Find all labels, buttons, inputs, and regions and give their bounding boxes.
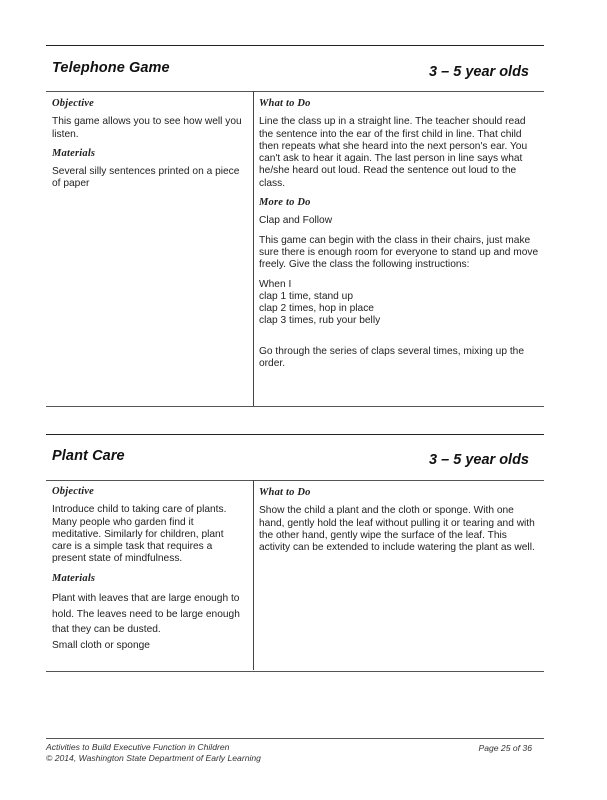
materials-line: Plant with leaves that are large enough to hold. The leaves need to be large enough that they can be dusted. [52, 593, 240, 636]
instruction-line: clap 2 times, hop in place [259, 303, 374, 315]
what-to-do-heading: What to Do [259, 487, 311, 498]
page-number: Page 25 of 36 [478, 743, 532, 753]
section-bottom-rule [46, 406, 544, 407]
footer-rule [46, 738, 544, 739]
objective-heading: Objective [52, 98, 95, 109]
right-column [259, 98, 539, 377]
what-to-do-text: Show the child a plant and the cloth or sponge. With one hand, gently hold the leaf without pulling it or tearing and with the other hand, gently wipe the surface of the leaf. This activity can be extended to include watering the plant as well. [259, 505, 535, 554]
header-divider [46, 480, 544, 481]
section-top-rule [46, 45, 544, 46]
left-column [52, 486, 244, 660]
column-divider [253, 480, 254, 670]
what-to-do-heading: What to Do [259, 98, 311, 109]
more-to-do-title: Clap and Follow [259, 215, 333, 227]
age-range: 3 – 5 year olds [429, 64, 529, 80]
materials-heading: Materials [52, 572, 96, 584]
instruction-line: clap 1 time, stand up [259, 290, 354, 302]
closing-text: Go through the series of claps several times, mixing up the order. [259, 345, 525, 370]
left-column [52, 98, 244, 198]
section-bottom-rule [46, 671, 544, 672]
activity-title: Plant Care [52, 448, 125, 464]
materials-text: Several silly sentences printed on a piece of paper [52, 166, 240, 190]
more-to-do-text: This game can begin with the class in their chairs, just make sure there is enough room for everyone to stand up and move freely. Give the class the following instructions: [259, 234, 539, 271]
column-divider [253, 91, 254, 406]
objective-text: Introduce child to taking care of plants. Many people who garden find it meditative. Similarly for children, plant care is a simple task that requires a present state of mindfulness. [52, 504, 227, 565]
footer-source: Activities to Build Executive Function in Children [46, 742, 230, 752]
footer-copyright: © 2014, Washington State Department of Early Learning [46, 753, 261, 763]
activity-title: Telephone Game [52, 60, 170, 76]
instruction-line: clap 3 times, rub your belly [259, 315, 381, 327]
header-divider [46, 91, 544, 92]
materials-heading: Materials [52, 147, 96, 159]
objective-heading: Objective [52, 486, 95, 497]
right-column [259, 487, 537, 561]
what-to-do-text: Line the class up in a straight line. The teacher should read the sentence into the ear of the first child in line. That child then repeats what she heard into the next person's ear. You can't ask to hear it again. The last person in line says what he/she heard out loud. Read the sentence out loud to the class. [259, 116, 528, 189]
age-range: 3 – 5 year olds [429, 452, 529, 468]
more-to-do-heading: More to Do [259, 197, 311, 209]
materials-list [52, 591, 244, 653]
materials-line: Small cloth or sponge [52, 639, 150, 651]
instruction-line: When I [259, 278, 292, 290]
objective-text: This game allows you to see how well you listen. [52, 116, 242, 140]
footer-credits [46, 742, 261, 764]
section-top-rule [46, 434, 544, 435]
instruction-list [259, 279, 539, 328]
